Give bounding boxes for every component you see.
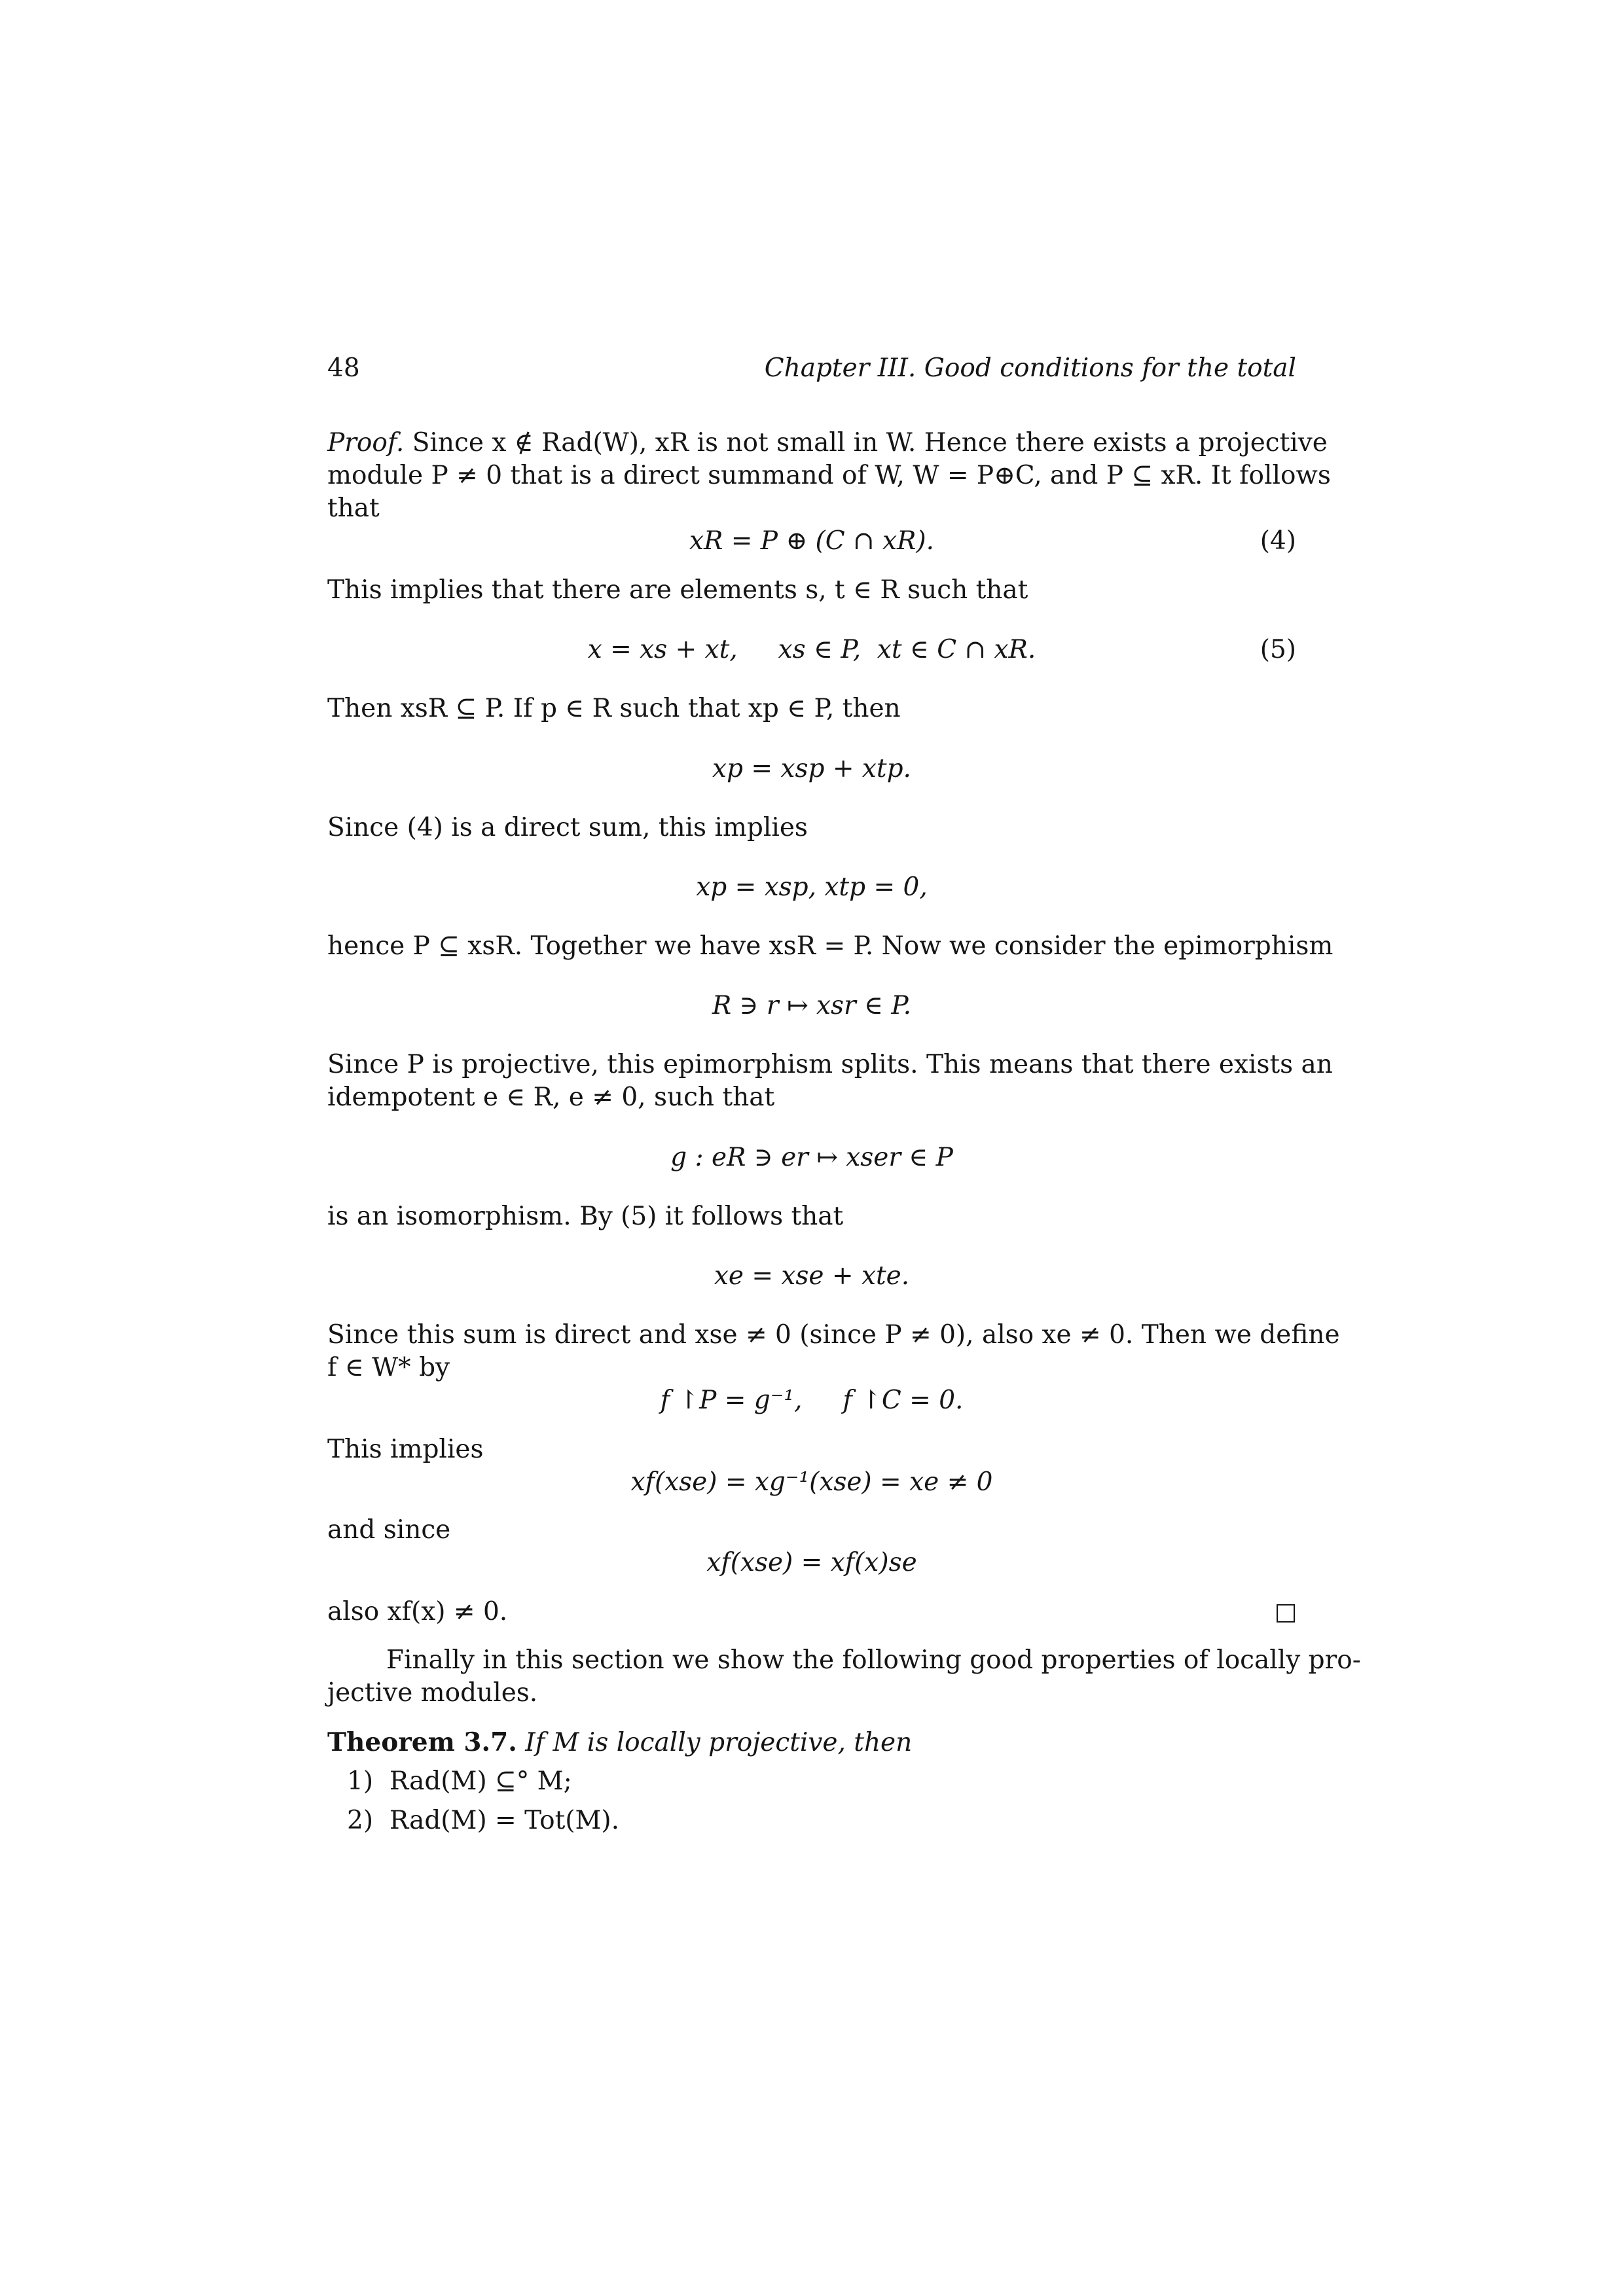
equation-direct-sum: xp = xsp, xtp = 0,	[696, 872, 928, 902]
equation-4	[327, 525, 1296, 558]
equation-since: xf(xse) = xf(x)se	[706, 1548, 917, 1577]
text-line-3: that	[327, 493, 380, 523]
equation-4-body: xR = P ⊕ (C ∩ xR).	[689, 526, 935, 556]
text-line-17: jective modules.	[327, 1678, 538, 1708]
text-line-5: Then xsR ⊆ P. If p ∈ R such that xp ∈ P, then	[327, 694, 901, 723]
text-line-7: hence P ⊆ xsR. Together we have xsR = P. Now we consider the epimorphism	[327, 931, 1334, 961]
text-line-2: module P ≠ 0 that is a direct summand of W, W = P⊕C, and P ⊆ xR. It follows	[327, 461, 1331, 490]
equation-5-label: (5)	[1260, 635, 1296, 664]
text-line-9: idempotent e ∈ R, e ≠ 0, such that	[327, 1083, 775, 1112]
page-number: 48	[327, 353, 360, 383]
equation-define-f: f ↾P = g⁻¹, f ↾C = 0.	[660, 1386, 964, 1415]
equation-epimorphism: R ∋ r ↦ xsr ∈ P.	[712, 991, 912, 1020]
equation-5	[327, 634, 1296, 666]
text-line-15: also xf(x) ≠ 0.	[327, 1597, 508, 1626]
theorem-label: Theorem 3.7.	[327, 1727, 517, 1757]
proof-label: Proof.	[327, 428, 405, 457]
equation-4-label: (4)	[1260, 526, 1296, 556]
theorem-statement	[327, 1726, 1296, 1759]
text-line-11: Since this sum is direct and xse ≠ 0 (since P ≠ 0), also xe ≠ 0. Then we define	[327, 1320, 1340, 1350]
qed-square-icon	[1277, 1604, 1295, 1623]
text-line-1-rest: Since x ∉ Rad(W), xR is not small in W. Hence there exists a projective	[404, 428, 1328, 457]
equation-isomorphism: g : eR ∋ er ↦ xser ∈ P	[670, 1143, 953, 1172]
equation-xp: xp = xsp + xtp.	[712, 754, 911, 783]
equation-implies: xf(xse) = xg⁻¹(xse) = xe ≠ 0	[630, 1467, 993, 1497]
text-line-16: Finally in this section we show the following good properties of locally pro-	[386, 1645, 1361, 1675]
text-line-6: Since (4) is a direct sum, this implies	[327, 813, 808, 842]
equation-xe: xe = xse + xte.	[714, 1261, 910, 1291]
text-line-1	[327, 427, 1328, 459]
theorem-item-1: 1) Rad(M) ⊆° M;	[347, 1767, 572, 1796]
theorem-item-2: 2) Rad(M) = Tot(M).	[347, 1806, 620, 1835]
text-line-4: This implies that there are elements s, t ∈ R such that	[327, 575, 1028, 605]
equation-5-body: x = xs + xt, xs ∈ P, xt ∈ C ∩ xR.	[587, 635, 1036, 664]
running-title: Chapter III. Good conditions for the total	[764, 353, 1296, 383]
text-line-8: Since P is projective, this epimorphism splits. This means that there exists an	[327, 1050, 1333, 1079]
text-line-13: This implies	[327, 1435, 484, 1464]
text-line-12: f ∈ W* by	[327, 1353, 450, 1382]
text-line-14: and since	[327, 1515, 451, 1545]
text-line-10: is an isomorphism. By (5) it follows that	[327, 1202, 844, 1231]
theorem-text: If M is locally projective, then	[517, 1728, 913, 1757]
